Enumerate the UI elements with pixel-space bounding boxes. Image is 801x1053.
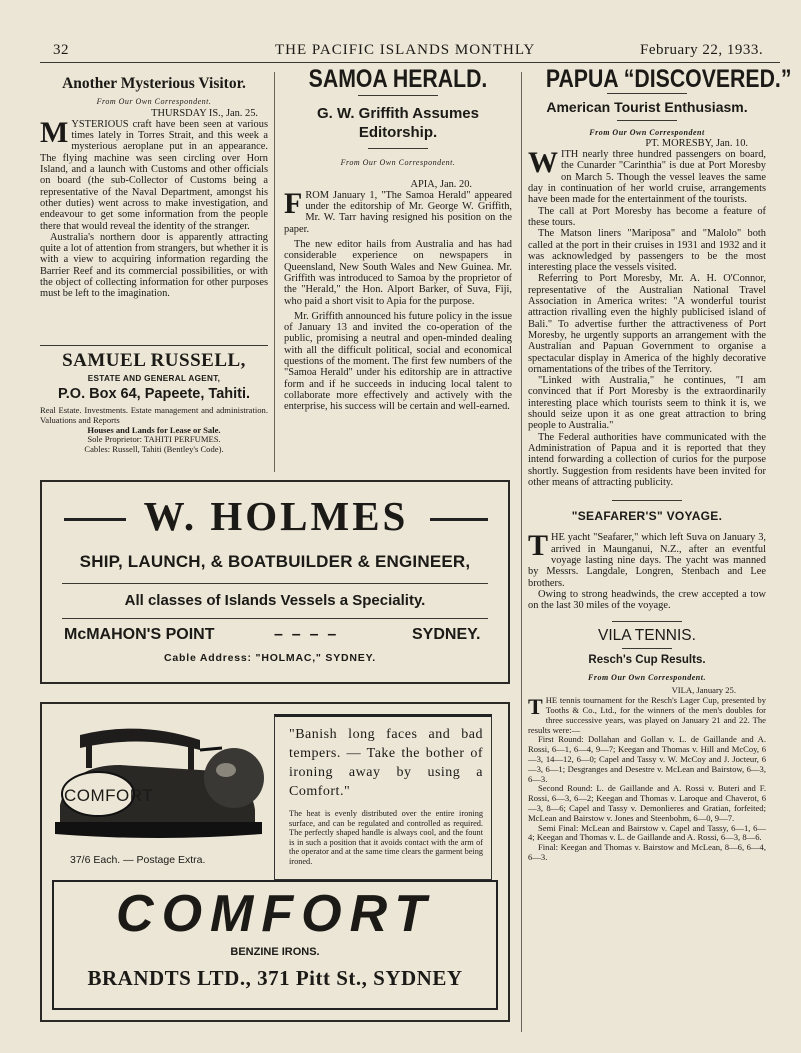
holmes-place: McMAHON'S POINT <box>64 626 215 643</box>
comfort-description: The heat is evenly distributed over the entire ironing surface, and can be regulated and controlled as required. The perfectly shaped handle is always cool, and the fount is in such a position that it avoids contact with the arm of the operator and at the same time clears the garment being ironed. <box>289 809 483 866</box>
iron-fount <box>204 748 264 808</box>
short-rule <box>358 95 438 96</box>
russell-address: P.O. Box 64, Papeete, Tahiti. <box>57 386 251 402</box>
dropcap: M <box>40 115 69 149</box>
short-rule <box>617 120 677 121</box>
article-paragraph: The call at Port Moresby has become a feature of these tours. <box>528 205 766 228</box>
section-title: PAPUA “DISCOVERED.” <box>545 65 792 93</box>
article-paragraph: The new editor hails from Australia and has had considerable experience on newspapers in Queensland, New South Wales and New Guinea. Mr. Griffith was introduced to Samoa by the proprietor of the "Herald," the Hon. Alport Barker, of Suva, Fiji, who paid a short visit to Apia for the purpose. <box>284 239 512 307</box>
short-rule <box>622 648 672 649</box>
dateline: VILA, January 25. <box>671 685 736 696</box>
dropcap: T <box>528 529 549 563</box>
holmes-right-bar <box>430 518 488 521</box>
column-divider <box>521 72 522 1032</box>
holmes-speciality: All classes of Islands Vessels a Speciality. <box>124 592 426 609</box>
results-paragraph: Semi Final: McLean and Bairstow v. Capel and Tassy, 6—1, 6—4; Keegan and Thomas v. L. de Gaillande and A. Rossi, 6—3, 8—6. <box>528 822 766 843</box>
iron-price: 37/6 Each. — Postage Extra. <box>70 854 206 866</box>
iron-illustration <box>50 710 272 850</box>
section-rule <box>40 345 268 346</box>
article-text: ROM January 1, "The Samoa Herald" appeared under the editorship of Mr. George W. Griffith, Mr. W. Tarr having resigned his position on the paper. <box>284 189 512 235</box>
comfort-slogan-box <box>274 714 492 880</box>
russell-ad <box>40 350 268 455</box>
holmes-name: W. HOLMES <box>143 493 409 539</box>
seafarer-headline: "SEAFARER'S" VOYAGE. <box>571 509 723 524</box>
results-paragraph: First Round: Dollahan and Gollan v. L. de Gaillande and A. Rossi, 6—1, 6—4, 9—7; Keegan and Thomas v. Hill and McCoy, 6—3, 14—12, 6—0; Capel and Tassy v. W. McCoy and J. Jocteur, 6—3, 6—1; Desgranges and Desestre v. McLean and Bairstow, 6—3, 6—3. <box>528 734 766 784</box>
article-paragraph: The Matson liners "Mariposa" and "Malolo" both called at the port in their cruises in 1931 and 1932 and it was acknowledged by passengers to be the most interesting place the vessels visited. <box>528 228 766 274</box>
correspondent-line: From Our Own Correspondent <box>589 127 705 137</box>
holmes-cable: Cable Address: "HOLMAC," SYDNEY. <box>164 652 376 664</box>
article-headline: Another Mysterious Visitor. <box>62 75 246 92</box>
results-paragraph: Second Round: L. de Gaillande and A. Rossi v. Buteri and F. Rossi, 6—3, 6—2; Keegan and Thomas v. Laroque and Chaverot, 6—3, 8—6; Capel and Tassy v. Demonlieres and Gratian, forfeited; McLean and Bairstow v. Jones and Steenbohm, 6—0, 9—7. <box>528 783 766 823</box>
section-title: SAMOA HERALD. <box>308 65 488 93</box>
vila-subheadline: Resch's Cup Results. <box>588 653 706 666</box>
header-rule <box>40 62 780 63</box>
dateline: APIA, Jan. 20. <box>410 178 472 190</box>
article-headline: G. W. Griffith Assumes Editorship. <box>317 105 479 142</box>
dropcap: T <box>528 694 543 720</box>
dropcap: F <box>284 186 303 220</box>
comfort-brand-frame <box>52 880 498 1010</box>
article-headline: American Tourist Enthusiasm. <box>546 99 748 116</box>
article-paragraph: Mr. Griffith announced his future policy in the issue of January 13 and invited the co-operation of the public, promising a neutral and open-minded dealing with all the difficult political, social and economical questions of the moment. The first few numbers of the "Samoa Herald" under his editorship are in attractive form and if he succeeds in inducing local talent to collaborate more effectively and actively with the enterprise, his success will be certain and well-earned. <box>284 310 512 413</box>
short-rule <box>607 93 687 94</box>
russell-perfumes: Sole Proprietor: TAHITI PERFUMES. <box>87 434 221 445</box>
article-text: HE tennis tournament for the Resch's Lager Cup, presented by Tooths & Co., Ltd., for the winners of the men's doubles for three successive years, was played on January 21 and 22. The results were:— <box>528 695 766 735</box>
holmes-dashes: – – – – <box>274 626 337 643</box>
russell-services: Real Estate. Investments. Estate management and administration. Valuations and Reports <box>40 405 268 425</box>
article-text: YSTERIOUS craft have been seen at various times lately in Torres Strait, and this week a mysterious aeroplane put in an appearance. The flying machine was seen circling over Horn Island, and a launch with Customs and other officials on board (the sub-Collector of Customs being a representative of the Naval Department, amongst his other duties) went across to make investigation, and endeavour to get some information from the people there that would reveal the identity of the stranger. <box>40 118 268 232</box>
comfort-ad <box>40 702 510 1022</box>
article-paragraph: Referring to Port Moresby, Mr. A. H. O'Connor, representative of the Australian National Travel Association in America writes: "A wonderful tourist attraction rivalling even the highly publicised island of Bali." To advertise further the attractiveness of Port Moresby, he urgently supports an arrangement with the Australian and Papuan Government to organise a spectacular display in America of the highly decorative ornamentations of the tribes of the Territory. <box>528 273 766 375</box>
short-rule <box>612 621 682 622</box>
russell-cables: Cables: Russell, Tahiti (Bentley's Code). <box>84 444 224 455</box>
holmes-ad <box>40 480 510 684</box>
publication-title: THE PACIFIC ISLANDS MONTHLY <box>275 42 536 58</box>
dateline: THURSDAY IS., Jan. 25. <box>151 107 258 119</box>
comfort-slogan: "Banish long faces and bad tempers. — Take the bother of ironing away by using a Comfort." <box>289 727 483 799</box>
article-samoa-herald <box>284 65 512 413</box>
russell-name: SAMUEL RUSSELL, <box>62 350 246 371</box>
page-number: 32 <box>53 42 69 58</box>
issue-date: February 22, 1933. <box>640 42 764 58</box>
results-paragraph: Final: Keegan and Thomas v. Bairstow and McLean, 8—6, 6—4, 6—3. <box>528 842 766 862</box>
ad-rule <box>62 618 488 619</box>
holmes-left-bar <box>64 518 126 521</box>
dropcap: W <box>528 146 558 180</box>
comfort-brand: COMFORT <box>116 885 434 943</box>
comfort-seller: BRANDTS LTD., 371 Pitt St., SYDNEY <box>87 966 463 990</box>
article-paragraph: "Linked with Australia," he continues, "I am convinced that if Port Moresby is the extraordinarily interesting place which tourists seem to think it is, we should seize upon it as one great attraction to bring people to Australia." <box>528 375 766 432</box>
holmes-trade: SHIP, LAUNCH, & BOATBUILDER & ENGINEER, <box>79 552 471 571</box>
holmes-city: SYDNEY. <box>412 626 481 643</box>
article-mysterious-visitor <box>40 75 268 300</box>
correspondent-line: From Our Own Correspondent. <box>96 97 212 107</box>
russell-houses: Houses and Lands for Lease or Sale. <box>87 424 221 435</box>
correspondent-line: From Our Own Correspondent. <box>340 158 456 168</box>
article-text: ITH nearly three hundred passengers on board, the Cunarder "Carinthia" is due at Port Moresby on March 5. Though the vessel leaves the same day in continuation of her world cruise, arrangements have been made for the entertainment of the tourists. <box>528 149 766 206</box>
article-papua <box>528 65 792 863</box>
article-paragraph: The Federal authorities have communicated with the Administration of Papua and it is reported that they intend forwarding a collection of curios for the purpose shortly. Suggestion from residents have been invited for other means of attracting publicity. <box>528 431 766 488</box>
vila-headline: VILA TENNIS. <box>598 627 696 645</box>
russell-role: ESTATE AND GENERAL AGENT, <box>87 374 221 383</box>
article-paragraph: Owing to strong headwinds, the crew accepted a tow on the last 30 miles of the voyage. <box>528 588 766 612</box>
short-rule <box>612 500 682 501</box>
dateline: PT. MORESBY, Jan. 10. <box>645 137 748 149</box>
article-paragraph: Australia's northern door is apparently attracting quite a lot of attention from strangers, but whether it is with a view to acquiring information regarding the Barrier Reef and its commercial possibilities, or with the object of collecting information for other purposes must be left to the imagination. <box>40 231 268 300</box>
iron-label: COMFORT <box>64 786 154 805</box>
ad-rule <box>62 583 488 584</box>
article-text: HE yacht "Seafarer," which left Suva on January 3, arrived in Maunganui, N.Z., after an eventful voyage lasting nine days. The yacht was manned by Messrs. Langdale, Longren, Stenbach and Lee brothers. <box>528 532 766 589</box>
column-divider <box>274 72 275 472</box>
short-rule <box>368 148 428 149</box>
correspondent-line: From Our Own Correspondent. <box>588 673 706 683</box>
comfort-product: BENZINE IRONS. <box>230 946 320 958</box>
